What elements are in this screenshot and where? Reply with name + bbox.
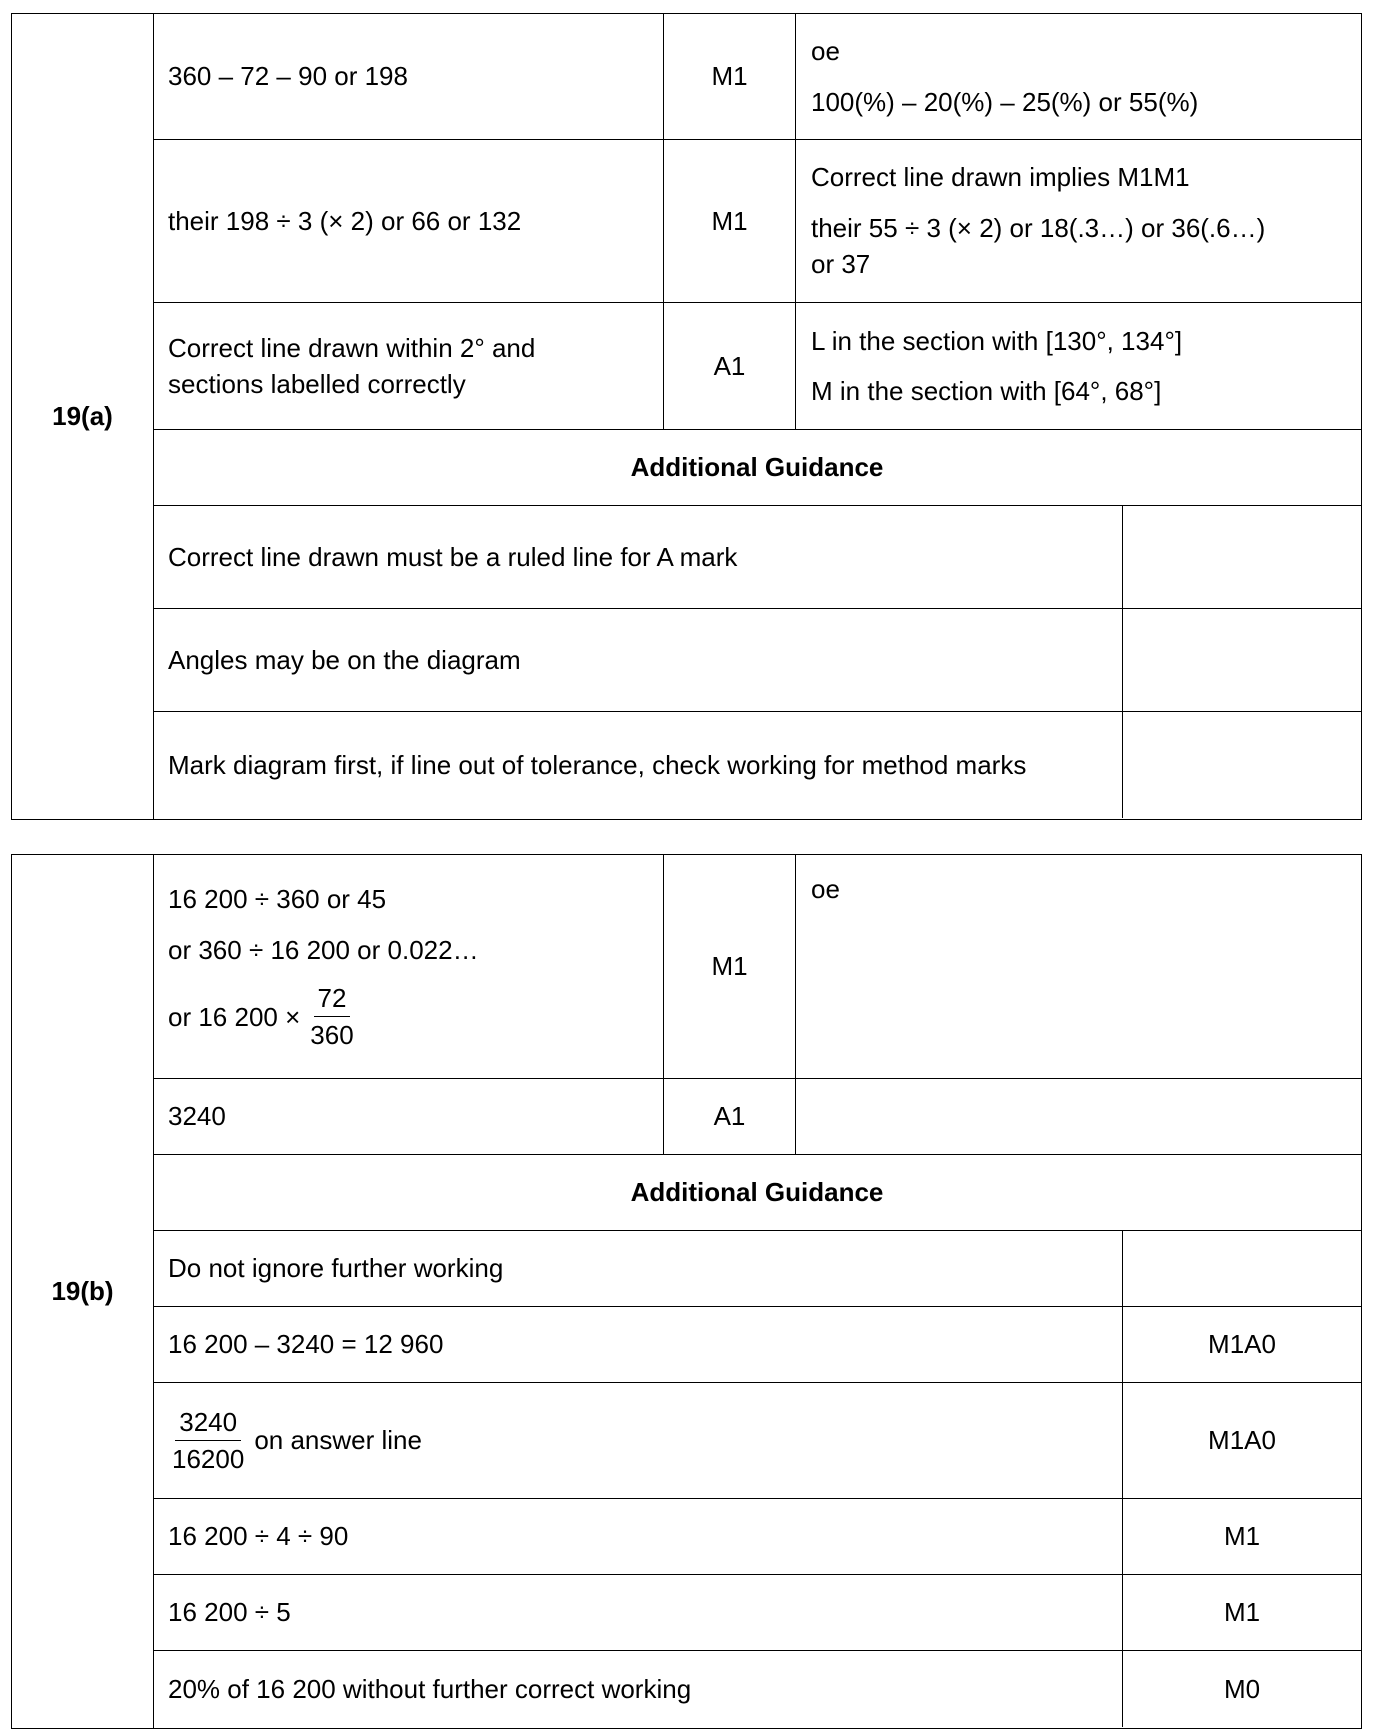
mark-cell: A1: [664, 1079, 796, 1154]
guidance-text: 16 200 ÷ 5: [153, 1575, 1123, 1650]
guidance-mark: M1: [1223, 1597, 1261, 1628]
guidance-mark: M0: [1223, 1673, 1261, 1704]
fraction: [306, 982, 357, 1052]
guidance-text: 16 200 ÷ 4 ÷ 90: [153, 1499, 1123, 1574]
table-row: [153, 14, 1361, 140]
guidance-row: [153, 1651, 1361, 1727]
comments-cell: [796, 1079, 1361, 1154]
guidance-heading: Additional Guidance: [630, 1177, 884, 1207]
table-row: [153, 140, 1361, 303]
answer-line: or 360 ÷ 16 200 or 0.022…: [168, 934, 479, 965]
guidance-text: Mark diagram first, if line out of tolerance, check working for method marks: [153, 712, 1123, 818]
guidance-text-label: on answer line: [254, 1425, 422, 1456]
answer-line: 16 200 ÷ 360 or 45: [168, 884, 387, 915]
question-number: 19(a): [12, 14, 154, 819]
guidance-row: [153, 609, 1361, 712]
comments-cell: [796, 14, 1361, 139]
mark-cell: M1: [664, 855, 796, 1078]
guidance-row: [153, 1231, 1361, 1307]
fraction-denominator: 360: [310, 1020, 354, 1051]
comment-line: Correct line drawn implies M1M1: [811, 162, 1190, 193]
guidance-text: [153, 1383, 1123, 1498]
guidance-mark: [1123, 506, 1361, 608]
answer-line: Correct line drawn within 2° and: [168, 332, 536, 363]
table-row: [153, 303, 1361, 430]
comment-line: oe: [811, 874, 840, 904]
table-row: [153, 1079, 1361, 1155]
table-row: [153, 855, 1361, 1079]
guidance-text: 16 200 – 3240 = 12 960: [153, 1307, 1123, 1382]
answer-line-fraction: [168, 982, 648, 1052]
comments-cell: [796, 303, 1361, 429]
guidance-row: [153, 1575, 1361, 1651]
guidance-row: [153, 506, 1361, 609]
guidance-row: [153, 1499, 1361, 1575]
answer-line: or 16 200 ×: [168, 1001, 301, 1032]
answer-cell: [153, 855, 664, 1078]
answer-cell: [153, 303, 664, 429]
answer-line: sections labelled correctly: [168, 369, 466, 399]
guidance-mark: [1123, 712, 1361, 818]
comment-line: L in the section with [130°, 134°]: [811, 325, 1183, 356]
guidance-heading: Additional Guidance: [630, 452, 884, 482]
guidance-heading-row: [153, 1155, 1361, 1231]
guidance-mark: M1A0: [1208, 1425, 1276, 1456]
fraction: [168, 1406, 248, 1476]
question-number: 19(b): [12, 855, 154, 1728]
guidance-mark: M1: [1223, 1521, 1261, 1552]
fraction-numerator: 72: [314, 982, 351, 1018]
guidance-heading-row: [153, 430, 1361, 506]
comment-line: M in the section with [64°, 68°]: [811, 376, 1162, 406]
mark-scheme-table-a: [11, 13, 1362, 820]
comment-line: or 37: [811, 249, 871, 280]
mark-scheme-table-b: [11, 854, 1362, 1729]
guidance-mark: M1A0: [1208, 1329, 1276, 1360]
comments-cell: [796, 140, 1361, 302]
guidance-mark: [1123, 609, 1361, 711]
guidance-text: 20% of 16 200 without further correct working: [153, 1651, 1123, 1727]
guidance-text: Do not ignore further working: [153, 1231, 1123, 1306]
mark-cell: M1: [664, 14, 796, 139]
comment-line: their 55 ÷ 3 (× 2) or 18(.3…) or 36(.6…): [811, 212, 1266, 243]
mark-cell: A1: [664, 303, 796, 429]
answer-cell: 360 – 72 – 90 or 198: [153, 14, 664, 139]
comments-cell: [796, 855, 1361, 1078]
guidance-row: [153, 712, 1361, 818]
guidance-mark: [1123, 1231, 1361, 1306]
comment-line: oe: [811, 36, 840, 67]
comment-line: 100(%) – 20(%) – 25(%) or 55(%): [811, 86, 1199, 117]
guidance-fraction-line: [168, 1406, 1107, 1476]
guidance-row: [153, 1307, 1361, 1383]
guidance-row: [153, 1383, 1361, 1499]
guidance-text: Angles may be on the diagram: [153, 609, 1123, 711]
fraction-denominator: 16200: [172, 1444, 245, 1474]
guidance-text: Correct line drawn must be a ruled line for A mark: [153, 506, 1123, 608]
mark-cell: M1: [664, 140, 796, 302]
fraction-numerator: 3240: [175, 1406, 241, 1442]
answer-cell: their 198 ÷ 3 (× 2) or 66 or 132: [153, 140, 664, 302]
answer-cell: 3240: [153, 1079, 664, 1154]
